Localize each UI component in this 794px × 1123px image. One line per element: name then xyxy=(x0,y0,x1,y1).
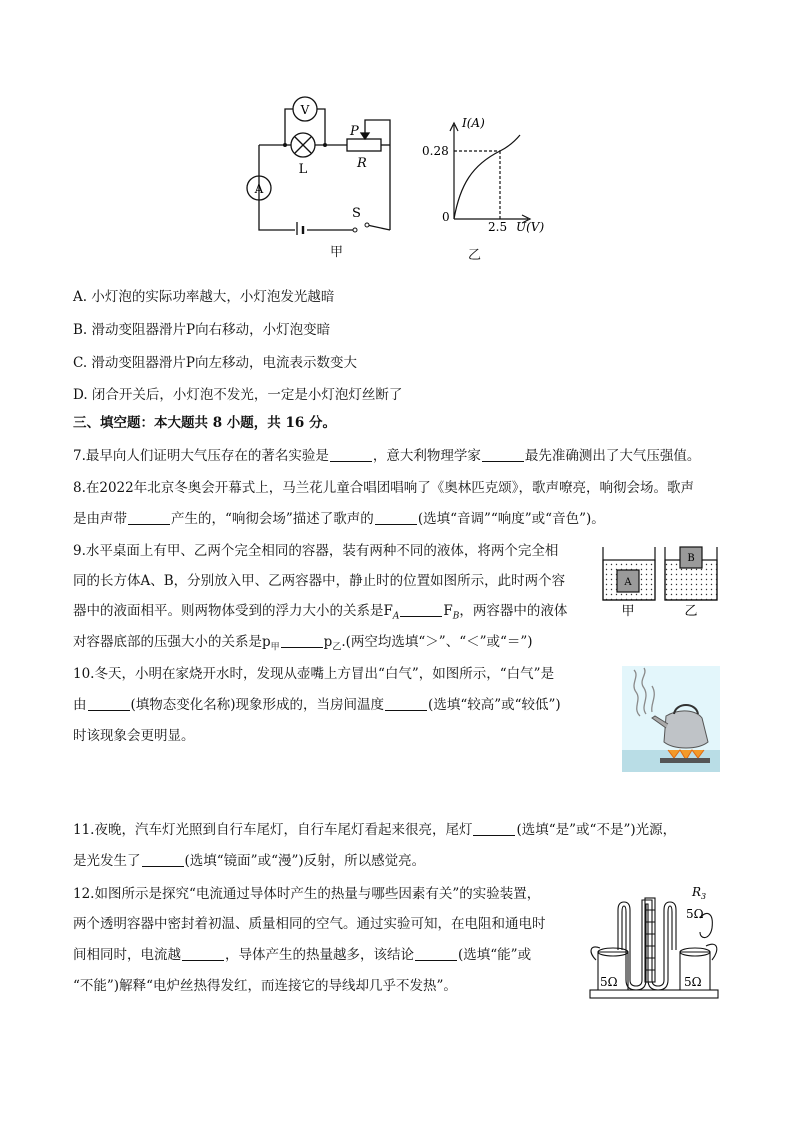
option-a: A. 小灯泡的实际功率越大，小灯泡发光越暗 xyxy=(73,289,335,305)
figure-yi-label: 乙 xyxy=(468,248,482,263)
answer-blank[interactable] xyxy=(88,696,130,711)
option-c: C. 滑动变阻器滑片P向左移动，电流表示数变大 xyxy=(73,355,358,371)
question-12-line-4: “不能”)解释“电炉丝热得发红，而连接它的导线却几乎不发热”。 xyxy=(73,978,457,994)
question-11-line-2: 是光发生了 (选填“镜面”或“漫”)反射，所以感觉亮。 xyxy=(73,853,426,869)
right-resistor-label: 5Ω xyxy=(684,975,702,989)
joule-apparatus-figure xyxy=(588,880,720,1002)
answer-blank[interactable] xyxy=(473,821,515,836)
kettle-figure xyxy=(622,666,720,772)
answer-blank[interactable] xyxy=(128,510,170,525)
lamp-label: L xyxy=(298,162,308,177)
answer-blank[interactable] xyxy=(415,946,457,961)
question-9-line-4: 对容器底部的压强大小的关系是$p_甲$ $p_乙$.(两空均选填“＞”、“＜”或“＝”) xyxy=(73,634,533,653)
rheostat-p-label: P xyxy=(350,124,359,139)
figure-jia-label: 甲 xyxy=(330,245,344,260)
left-resistor-label: 5Ω xyxy=(600,975,618,989)
graph-x-axis-label: U(V) xyxy=(516,220,545,234)
question-9-line-1: 9.水平桌面上有甲、乙两个完全相同的容器，装有两种不同的液体，将两个完全相 xyxy=(73,543,559,559)
r3-label: $R_3$ xyxy=(692,885,707,901)
block-b-label: B xyxy=(687,553,695,564)
question-9-line-3: 器中的液面相平。则两物体受到的浮力大小的关系是$F_A$ $F_B$，两容器中的液体 xyxy=(73,603,568,622)
question-12-line-2: 两个透明容器中密封着初温、质量相同的空气。通过实验可知，在电阻和通电时 xyxy=(73,916,546,932)
answer-blank[interactable] xyxy=(330,447,372,462)
answer-blank[interactable] xyxy=(375,510,417,525)
graph-x-tick: 2.5 xyxy=(488,220,508,234)
question-8-line-2: 是由声带 产生的，“响彻会场”描述了歌声的 (选填“音调”“响度”或“音色”)。 xyxy=(73,511,605,527)
graph-y-axis-label: I(A) xyxy=(462,116,485,130)
circuit-diagram xyxy=(235,95,405,235)
voltmeter-symbol: V xyxy=(300,103,310,117)
section-heading: 三、填空题：本大题共 8 小题，共 16 分。 xyxy=(73,415,336,431)
containers-figure xyxy=(600,543,720,618)
graph-origin: 0 xyxy=(442,210,450,224)
answer-blank[interactable] xyxy=(182,946,224,961)
container-yi-label: 乙 xyxy=(684,604,698,618)
switch-label: S xyxy=(352,206,361,221)
question-10-line-1: 10.冬天，小明在家烧开水时，发现从壶嘴上方冒出“白气”，如图所示，“白气”是 xyxy=(73,666,555,682)
question-9-line-2: 同的长方体A、B，分别放入甲、乙两容器中，静止时的位置如图所示，此时两个容 xyxy=(73,573,566,589)
rheostat-r-label: R xyxy=(357,156,367,171)
container-jia-label: 甲 xyxy=(621,604,635,618)
top-resistor-label: 5Ω xyxy=(686,907,704,921)
graph-y-tick: 0.28 xyxy=(422,144,449,158)
answer-blank[interactable] xyxy=(482,447,524,462)
question-10-line-2: 由 (填物态变化名称)现象形成的，当房间温度 (选填“较高”或“较低”) xyxy=(73,697,561,713)
question-12-line-3: 间相同时，电流越 ，导体产生的热量越多，该结论 (选填“能”或 xyxy=(73,947,532,963)
question-7: 7.最早向人们证明大气压存在的著名实验是 ，意大利物理学家 最先准确测出了大气压强值。 xyxy=(73,448,701,464)
answer-blank[interactable] xyxy=(385,696,427,711)
option-b: B. 滑动变阻器滑片P向右移动，小灯泡变暗 xyxy=(73,322,331,338)
question-8-line-1: 8.在2022年北京冬奥会开幕式上，马兰花儿童合唱团唱响了《奥林匹克颂》，歌声嘹亮，响彻会场。歌声 xyxy=(73,480,694,496)
ammeter-symbol: A xyxy=(254,182,264,196)
option-d: D. 闭合开关后，小灯泡不发光，一定是小灯泡灯丝断了 xyxy=(73,387,403,403)
answer-blank[interactable] xyxy=(142,852,184,867)
answer-blank[interactable] xyxy=(400,602,442,617)
block-a-label: A xyxy=(624,577,632,588)
question-11-line-1: 11.夜晚，汽车灯光照到自行车尾灯，自行车尾灯看起来很亮，尾灯 (选填“是”或“不是”)光源， xyxy=(73,822,677,838)
iu-graph xyxy=(420,115,560,240)
answer-blank[interactable] xyxy=(281,633,323,648)
question-10-line-3: 时该现象会更明显。 xyxy=(73,728,195,744)
question-12-line-1: 12.如图所示是探究“电流通过导体时产生的热量与哪些因素有关”的实验装置， xyxy=(73,886,541,902)
